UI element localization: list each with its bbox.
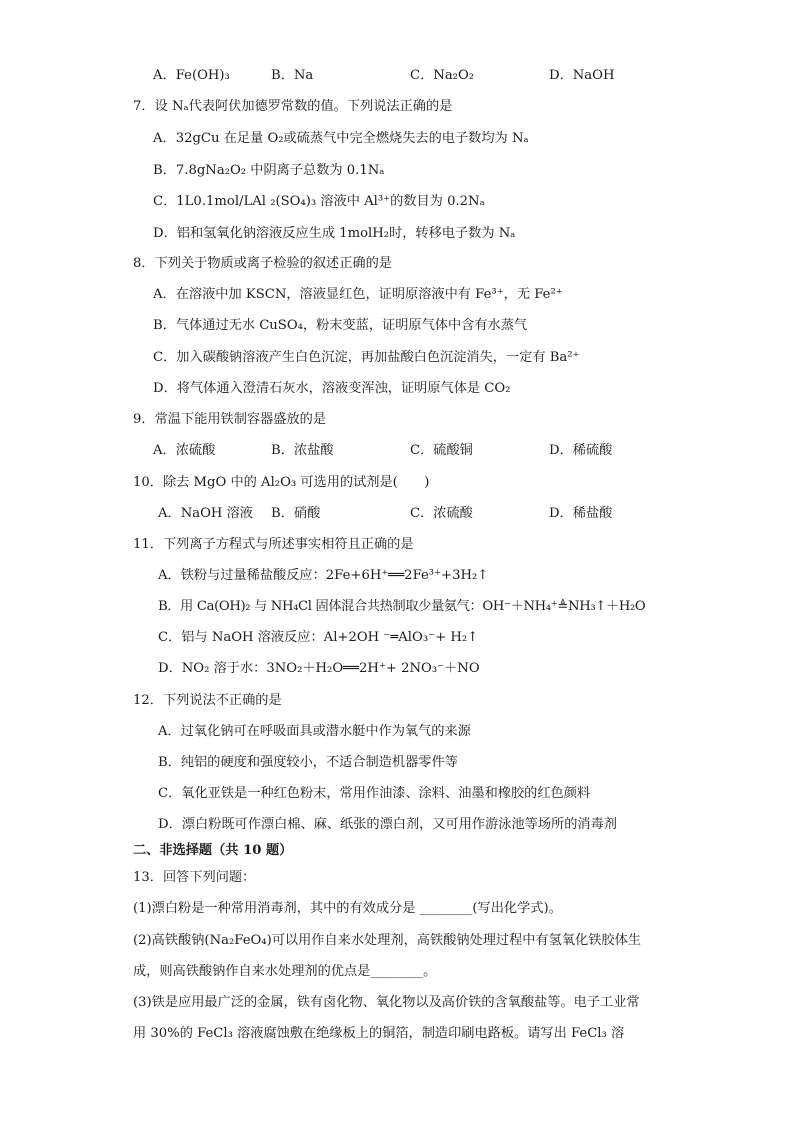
q7-option-d: D．铝和氢氧化钠溶液反应生成 1molH₂时，转移电子数为 Nₐ	[153, 226, 516, 241]
q10-stem: 10．除去 MgO 中的 Al₂O₃ 可选用的试剂是( )	[133, 475, 430, 490]
q10-options	[158, 504, 653, 524]
q9-option-a: A．浓硫酸	[153, 443, 216, 458]
q6-options	[153, 66, 653, 86]
q13-part-2-line-1: (2)高铁酸钠(Na₂FeO₄)可以用作自来水处理剂，高铁酸钠处理过程中有氢氧化铁胶体生	[133, 933, 641, 948]
q11-option-d: D．NO₂ 溶于水：3NO₂＋H₂O══2H⁺+ 2NO₃⁻＋NO	[158, 661, 480, 676]
q7-option-b: B．7.8gNa₂O₂ 中阴离子总数为 0.1Nₐ	[153, 163, 385, 178]
q9-stem: 9．常温下能用铁制容器盛放的是	[133, 412, 327, 427]
q8-stem: 8．下列关于物质或离子检验的叙述正确的是	[133, 256, 392, 271]
q7-stem: 7．设 Nₐ代表阿伏加德罗常数的值。下列说法正确的是	[133, 99, 453, 114]
q8-option-d: D．将气体通入澄清石灰水，溶液变浑浊，证明原气体是 CO₂	[153, 381, 511, 396]
q12-option-a: A．过氧化钠可在呼吸面具或潜水艇中作为氧气的来源	[158, 724, 471, 739]
q8-option-c: C．加入碳酸钠溶液产生白色沉淀，再加盐酸白色沉淀消失，一定有 Ba²⁺	[153, 350, 580, 365]
q10-option-a: A．NaOH 溶液	[158, 506, 253, 521]
q12-option-d: D．漂白粉既可作漂白棉、麻、纸张的漂白剂，又可用作游泳池等场所的消毒剂	[158, 817, 617, 832]
q8-option-b: B．气体通过无水 CuSO₄，粉末变蓝，证明原气体中含有水蒸气	[153, 318, 528, 333]
q9-option-b: B．浓盐酸	[271, 443, 334, 458]
q6-option-b: B．Na	[271, 68, 314, 83]
q9-options	[153, 441, 653, 461]
q10-option-d: D．稀盐酸	[549, 506, 613, 521]
q11-stem: 11．下列离子方程式与所述事实相符且正确的是	[133, 537, 414, 552]
q13-part-3-line-1: (3)铁是应用最广泛的金属，铁有卤化物、氧化物以及高价铁的含氧酸盐等。电子工业常	[133, 995, 640, 1010]
q13-part-1: (1)漂白粉是一种常用消毒剂，其中的有效成分是 ________(写出化学式)。	[133, 901, 562, 916]
q12-option-b: B．纯铝的硬度和强度较小，不适合制造机器零件等	[158, 755, 458, 770]
section-heading: 二、非选择题（共 10 题）	[133, 843, 293, 858]
q13-stem: 13．回答下列问题：	[133, 870, 256, 885]
q7-option-c: C．1L0.1mol/LAl ₂(SO₄)₃ 溶液中 Al³⁺的数目为 0.2Nₐ	[153, 194, 485, 209]
q12-stem: 12．下列说法不正确的是	[133, 693, 282, 708]
q11-option-c: C．铝与 NaOH 溶液反应：Al+2OH ⁻═AlO₃⁻+ H₂↑	[158, 630, 479, 645]
q11-option-b: B．用 Ca(OH)₂ 与 NH₄Cl 固体混合共热制取少量氨气：OH⁻＋NH₄⁺≜NH₃↑＋H₂O	[158, 599, 646, 614]
q10-option-b: B．硝酸	[271, 506, 321, 521]
q10-option-c: C．浓硫酸	[410, 506, 473, 521]
q9-option-c: C．硫酸铜	[410, 443, 473, 458]
q7-option-a: A．32gCu 在足量 O₂或硫蒸气中完全燃烧失去的电子数均为 Nₐ	[153, 131, 529, 146]
q6-option-d: D．NaOH	[549, 68, 615, 83]
q13-part-3-line-2: 用 30%的 FeCl₃ 溶液腐蚀敷在绝缘板上的铜箔，制造印刷电路板。请写出 FeCl₃ 溶	[133, 1026, 625, 1041]
q11-option-a: A．铁粉与过量稀盐酸反应：2Fe+6H⁺══2Fe³⁺+3H₂↑	[158, 568, 489, 583]
q13-part-2-line-2: 成，则高铁酸钠作自来水处理剂的优点是________。	[133, 964, 437, 979]
q6-option-a: A．Fe(OH)₃	[153, 68, 230, 83]
q6-option-c: C．Na₂O₂	[410, 68, 475, 83]
q8-option-a: A．在溶液中加 KSCN，溶液显红色，证明原溶液中有 Fe³⁺，无 Fe²⁺	[153, 287, 563, 302]
q12-option-c: C．氧化亚铁是一种红色粉末，常用作油漆、涂料、油墨和橡胶的红色颜料	[158, 786, 591, 801]
q9-option-d: D．稀硫酸	[549, 443, 613, 458]
